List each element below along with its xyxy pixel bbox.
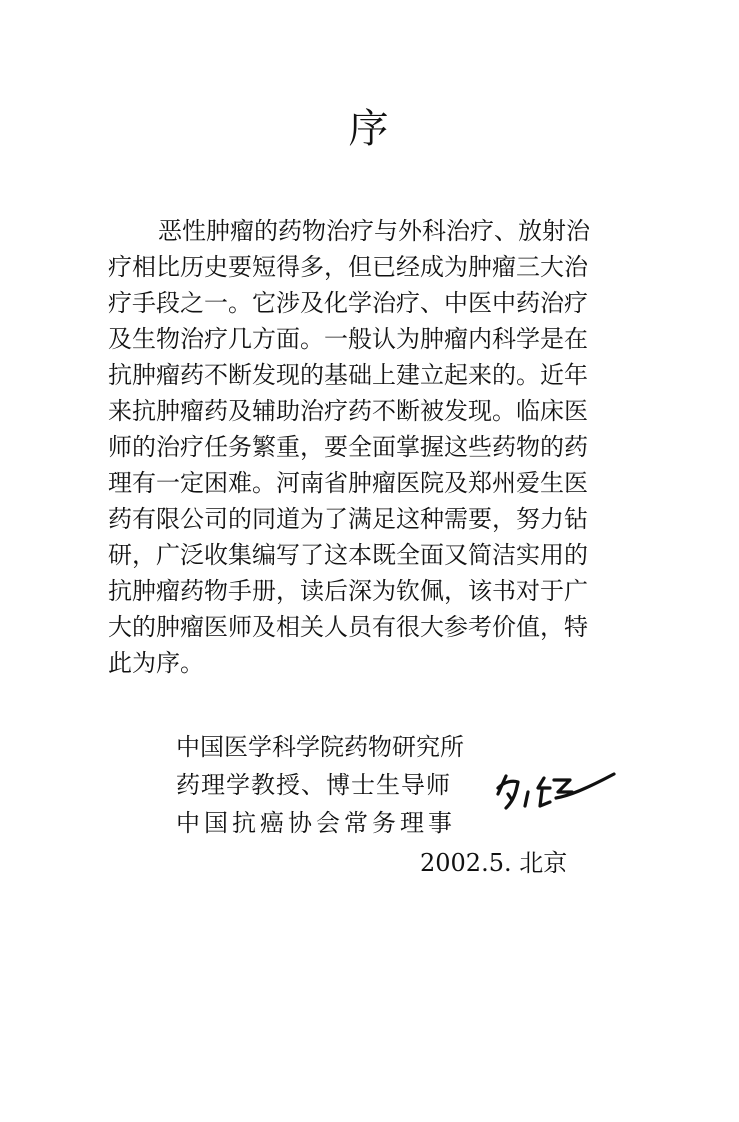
body-line: 疗手段之一。它涉及化学治疗、中医中药治疗 [108,289,588,317]
body-line: 药有限公司的同道为了满足这种需要，努力钻 [108,505,588,533]
body-line: 疗相比历史要短得多，但已经成为肿瘤三大治 [108,253,588,281]
body-line: 此为序。 [108,649,204,677]
body-line: 理有一定困难。河南省肿瘤医院及郑州爱生医 [108,469,588,497]
body-line: 抗肿瘤药物手册，读后深为钦佩，该书对于广 [108,577,588,605]
signature-position: 药理学教授、博士生导师 [176,771,451,799]
preface-title: 序 [348,106,391,152]
body-line: 大的肿瘤医师及相关人员有很大参考价值，特 [108,613,588,641]
handwritten-signature [492,766,620,816]
signature-date-place: 2002.5. 北京 [420,849,568,877]
body-line: 抗肿瘤药不断发现的基础上建立起来的。近年 [108,361,588,389]
signature-affiliation: 中国医学科学院药物研究所 [176,733,464,761]
body-line: 来抗肿瘤药及辅助治疗药不断被发现。临床医 [108,397,588,425]
body-line: 研，广泛收集编写了这本既全面又简洁实用的 [108,541,588,569]
signature-society: 中国抗癌协会常务理事 [176,809,456,837]
body-line: 师的治疗任务繁重，要全面掌握这些药物的药 [108,433,588,461]
body-line: 及生物治疗几方面。一般认为肿瘤内科学是在 [108,325,588,353]
body-line: 恶性肿瘤的药物治疗与外科治疗、放射治 [158,217,590,245]
